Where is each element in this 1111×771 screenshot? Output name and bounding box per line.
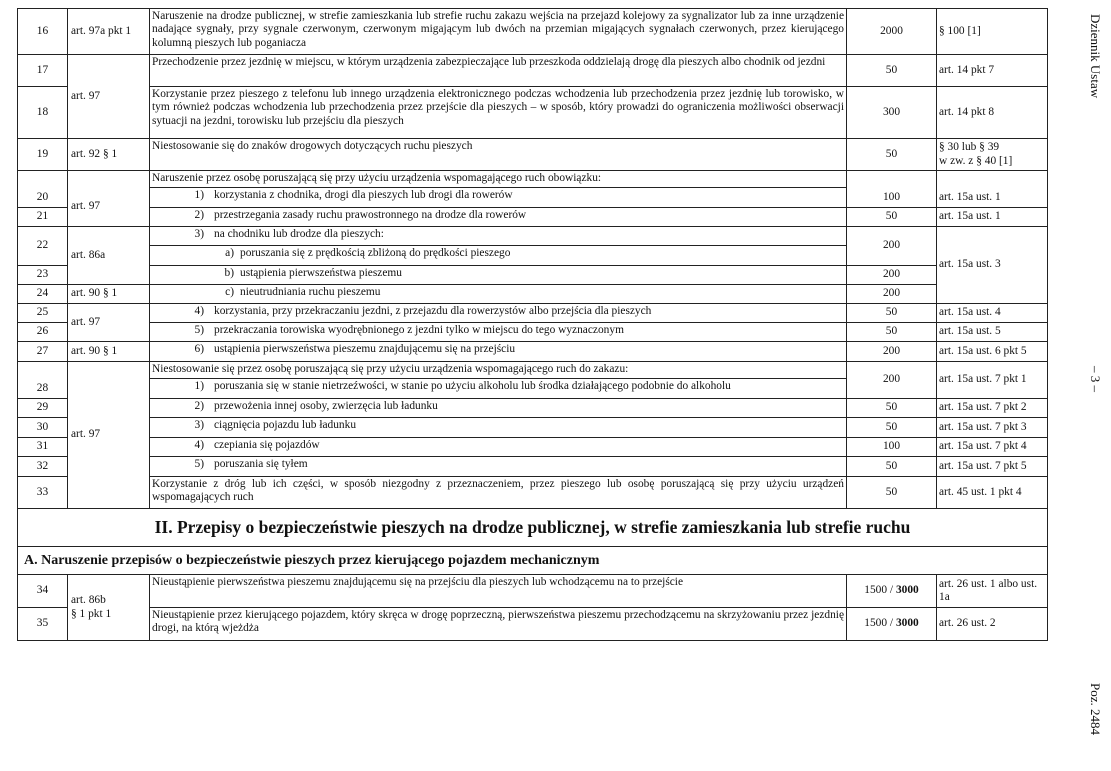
table-row: [18, 477, 1048, 509]
provision-ref: art. 15a ust. 7 pkt 4: [937, 438, 1048, 457]
offence-description: Nieustąpienie przez kierującego pojazdem, który skręca w drogę poprzeczną, pierwszeństwa pieszemu przechodzącemu na skrzyżowaniu przez jezdnię drogi, na którą wjeżdża: [150, 608, 847, 641]
article-ref: art. 97: [68, 188, 150, 227]
provision-ref-line: w zw. z § 40 [1]: [939, 154, 1013, 167]
fine-amount: 50: [847, 323, 937, 342]
fine-base: 1500 /: [864, 584, 896, 597]
item-number: 2): [194, 400, 204, 412]
item-number: 1): [194, 380, 204, 392]
row-number: 19: [18, 139, 68, 171]
table-row: [18, 171, 1048, 188]
section-heading: II. Przepisy o bezpieczeństwie pieszych na drodze publicznej, w strefie zamieszkania lub strefie ruchu: [18, 509, 1048, 547]
offence-description: ustąpienia pierwszeństwa pieszemu znajdującemu się na przejściu: [214, 343, 516, 355]
row-number: 18: [18, 87, 68, 139]
article-ref: art. 86a: [68, 227, 150, 285]
item-number: 3): [194, 228, 204, 240]
article-ref: [68, 575, 150, 641]
row-number: 30: [18, 418, 68, 438]
fine-amount: 2000: [847, 9, 937, 55]
tariff-table-page: [17, 8, 1047, 641]
table-row: [18, 399, 1048, 418]
provision-ref: art. 15a ust. 7 pkt 2: [937, 399, 1048, 418]
item-number: 5): [194, 324, 204, 336]
provision-ref: art. 15a ust. 3: [937, 227, 1048, 304]
provision-ref: art. 14 pkt 8: [937, 87, 1048, 139]
position-number: Poz. 2484: [1088, 683, 1103, 735]
article-ref: art. 97: [68, 362, 150, 509]
fine-amount: 100: [847, 188, 937, 208]
article-ref-line: § 1 pkt 1: [71, 607, 112, 620]
table-row: [18, 285, 1048, 304]
table-row: [18, 55, 1048, 87]
item-number: 4): [194, 439, 204, 451]
row-number: 26: [18, 323, 68, 342]
item-letter: a): [225, 247, 234, 259]
table-row: [18, 227, 1048, 246]
row-number: 22: [18, 227, 68, 266]
offence-description: Naruszenie na drodze publicznej, w strefie zamieszkania lub strefie ruchu zakazu wejścia na przejazd kolejowy za sygnalizator lub za inne urządzenie nadające sygnały, przy sygnale czerwonym, czerwonym migającym lub dwóch na przemian migających sygnałach czerwonych, przez kierującego kolumną pieszych lub poganiacza: [150, 9, 847, 55]
fine-amount: 200: [847, 342, 937, 362]
table-row: [18, 188, 1048, 208]
fine-amount: 50: [847, 418, 937, 438]
provision-ref: art. 15a ust. 7 pkt 1: [937, 362, 1048, 399]
table-row: [18, 457, 1048, 477]
fine-amount: 50: [847, 304, 937, 323]
provision-ref: art. 15a ust. 4: [937, 304, 1048, 323]
offence-description: Korzystanie przez pieszego z telefonu lub innego urządzenia elektronicznego podczas wchodzenia lub przechodzenia przez jezdnię lub torowisko, w tym również podczas wchodzenia lub przechodzenia przez przejście dla pieszych – w sposób, który prowadzi do ograniczenia możliwości obserwacji sytuacji na jezdni, torowisku lub przejściu dla pieszych: [150, 87, 847, 139]
row-number: 32: [18, 457, 68, 477]
table-row: [18, 438, 1048, 457]
table-row: [18, 323, 1048, 342]
row-number: 21: [18, 208, 68, 227]
table-row: [18, 342, 1048, 362]
fine-amount: 50: [847, 477, 937, 509]
row-number: 29: [18, 399, 68, 418]
journal-title: Dziennik Ustaw: [1088, 14, 1103, 99]
fine-amount: 100: [847, 438, 937, 457]
tariff-table: [17, 8, 1048, 641]
fine-repeat: 3000: [895, 617, 919, 630]
provision-ref: art. 15a ust. 5: [937, 323, 1048, 342]
provision-ref: § 100 [1]: [937, 9, 1048, 55]
fine-base: 1500 /: [864, 617, 896, 630]
item-number: 1): [194, 189, 204, 201]
offence-description: na chodniku lub drodze dla pieszych:: [214, 228, 384, 240]
offence-description: przekraczania torowiska wyodrębnionego z jezdni tylko w miejscu do tego wyznaczonym: [214, 324, 624, 336]
fine-amount: 50: [847, 457, 937, 477]
provision-ref: art. 15a ust. 6 pkt 5: [937, 342, 1048, 362]
fine-amount: 200: [847, 285, 937, 304]
subsection-heading: A. Naruszenie przepisów o bezpieczeństwie pieszych przez kierującego pojazdem mechanicznym: [18, 547, 1048, 575]
offence-description: ustąpienia pierwszeństwa pieszemu: [240, 267, 402, 279]
table-row: [18, 509, 1048, 547]
fine-amount: 50: [847, 399, 937, 418]
offence-description: poruszania się z prędkością zbliżoną do prędkości pieszego: [240, 247, 511, 259]
offence-description: poruszania się tyłem: [214, 458, 308, 470]
offence-description: Korzystanie z dróg lub ich części, w sposób niezgodny z przeznaczeniem, przez pieszego lub osobę poruszającą się przy użyciu urządzeń wspomagających ruch: [150, 477, 847, 509]
offence-description: nieutrudniania ruchu pieszemu: [240, 286, 381, 298]
table-row: [18, 266, 1048, 285]
row-number: 16: [18, 9, 68, 55]
table-row: [18, 575, 1048, 608]
group-intro: Naruszenie przez osobę poruszającą się przy użyciu urządzenia wspomagającego ruch obowiązku:: [150, 171, 847, 188]
fine-amount: 50: [847, 208, 937, 227]
table-row: [18, 608, 1048, 641]
offence-description: korzystania z chodnika, drogi dla pieszych lub drogi dla rowerów: [214, 189, 513, 201]
row-number: 20: [18, 188, 68, 208]
row-number: 35: [18, 608, 68, 641]
article-ref: art. 97a pkt 1: [68, 9, 150, 55]
fine-amount: 50: [847, 55, 937, 87]
article-ref: art. 92 § 1: [68, 139, 150, 171]
fine-amount: 200: [847, 266, 937, 285]
item-number: 6): [194, 343, 204, 355]
item-letter: c): [225, 286, 234, 298]
offence-description: Niestosowanie się do znaków drogowych dotyczących ruchu pieszych: [150, 139, 847, 171]
row-number: 33: [18, 477, 68, 509]
fine-repeat: 3000: [895, 584, 919, 597]
provision-ref: art. 26 ust. 1 albo ust. 1a: [937, 575, 1048, 608]
fine-amount: 200: [847, 227, 937, 266]
article-ref: art. 97: [68, 55, 150, 139]
row-number: 28: [18, 362, 68, 399]
row-number: 17: [18, 55, 68, 87]
provision-ref: [937, 139, 1048, 171]
item-number: 4): [194, 305, 204, 317]
row-number: 31: [18, 438, 68, 457]
fine-amount: [847, 575, 937, 608]
fine-amount: [847, 608, 937, 641]
offence-description: korzystania, przy przekraczaniu jezdni, z przejazdu dla rowerzystów albo przejścia dla pieszych: [214, 305, 652, 317]
page-number: – 3 –: [1088, 366, 1103, 392]
provision-ref: art. 45 ust. 1 pkt 4: [937, 477, 1048, 509]
table-row: [18, 208, 1048, 227]
offence-description: przewożenia innej osoby, zwierzęcia lub ładunku: [214, 400, 438, 412]
row-number: 34: [18, 575, 68, 608]
offence-description: czepiania się pojazdów: [214, 439, 320, 451]
provision-ref: art. 14 pkt 7: [937, 55, 1048, 87]
group-intro: Niestosowanie się przez osobę poruszającą się przy użyciu urządzenia wspomagającego ruch do zakazu:: [150, 362, 847, 379]
table-row: [18, 87, 1048, 139]
article-ref: art. 90 § 1: [68, 285, 150, 304]
item-letter: b): [224, 267, 234, 279]
article-ref: art. 90 § 1: [68, 342, 150, 362]
provision-ref: art. 15a ust. 1: [937, 208, 1048, 227]
provision-ref-line: § 30 lub § 39: [939, 141, 1000, 154]
table-row: [18, 547, 1048, 575]
provision-ref: art. 15a ust. 7 pkt 5: [937, 457, 1048, 477]
fine-amount: 300: [847, 87, 937, 139]
fine-amount: 200: [847, 362, 937, 399]
article-ref-line: art. 86b: [71, 594, 106, 607]
offence-description: przestrzegania zasady ruchu prawostronnego na drodze dla rowerów: [214, 209, 527, 221]
item-number: 3): [194, 419, 204, 431]
offence-description: Przechodzenie przez jezdnię w miejscu, w którym urządzenia zabezpieczające lub przeszkoda oddzielają drogę dla pieszych albo chodnik od jezdni: [150, 55, 847, 87]
table-row: [18, 9, 1048, 55]
row-number: 27: [18, 342, 68, 362]
item-number: 2): [194, 209, 204, 221]
row-number: 25: [18, 304, 68, 323]
article-ref: art. 97: [68, 304, 150, 342]
fine-amount: 50: [847, 139, 937, 171]
row-number: 24: [18, 285, 68, 304]
table-row: [18, 139, 1048, 171]
provision-ref: art. 26 ust. 2: [937, 608, 1048, 641]
table-row: [18, 304, 1048, 323]
provision-ref: art. 15a ust. 7 pkt 3: [937, 418, 1048, 438]
table-row: [18, 362, 1048, 379]
item-number: 5): [194, 458, 204, 470]
table-row: [18, 418, 1048, 438]
offence-description: ciągnięcia pojazdu lub ładunku: [214, 419, 357, 431]
offence-description: Nieustąpienie pierwszeństwa pieszemu znajdującemu się na przejściu dla pieszych lub wchodzącemu na to przejście: [150, 575, 847, 608]
offence-description: poruszania się w stanie nietrzeźwości, w stanie po użyciu alkoholu lub środka działającego podobnie do alkoholu: [214, 380, 731, 392]
row-number: 23: [18, 266, 68, 285]
provision-ref: art. 15a ust. 1: [937, 188, 1048, 208]
